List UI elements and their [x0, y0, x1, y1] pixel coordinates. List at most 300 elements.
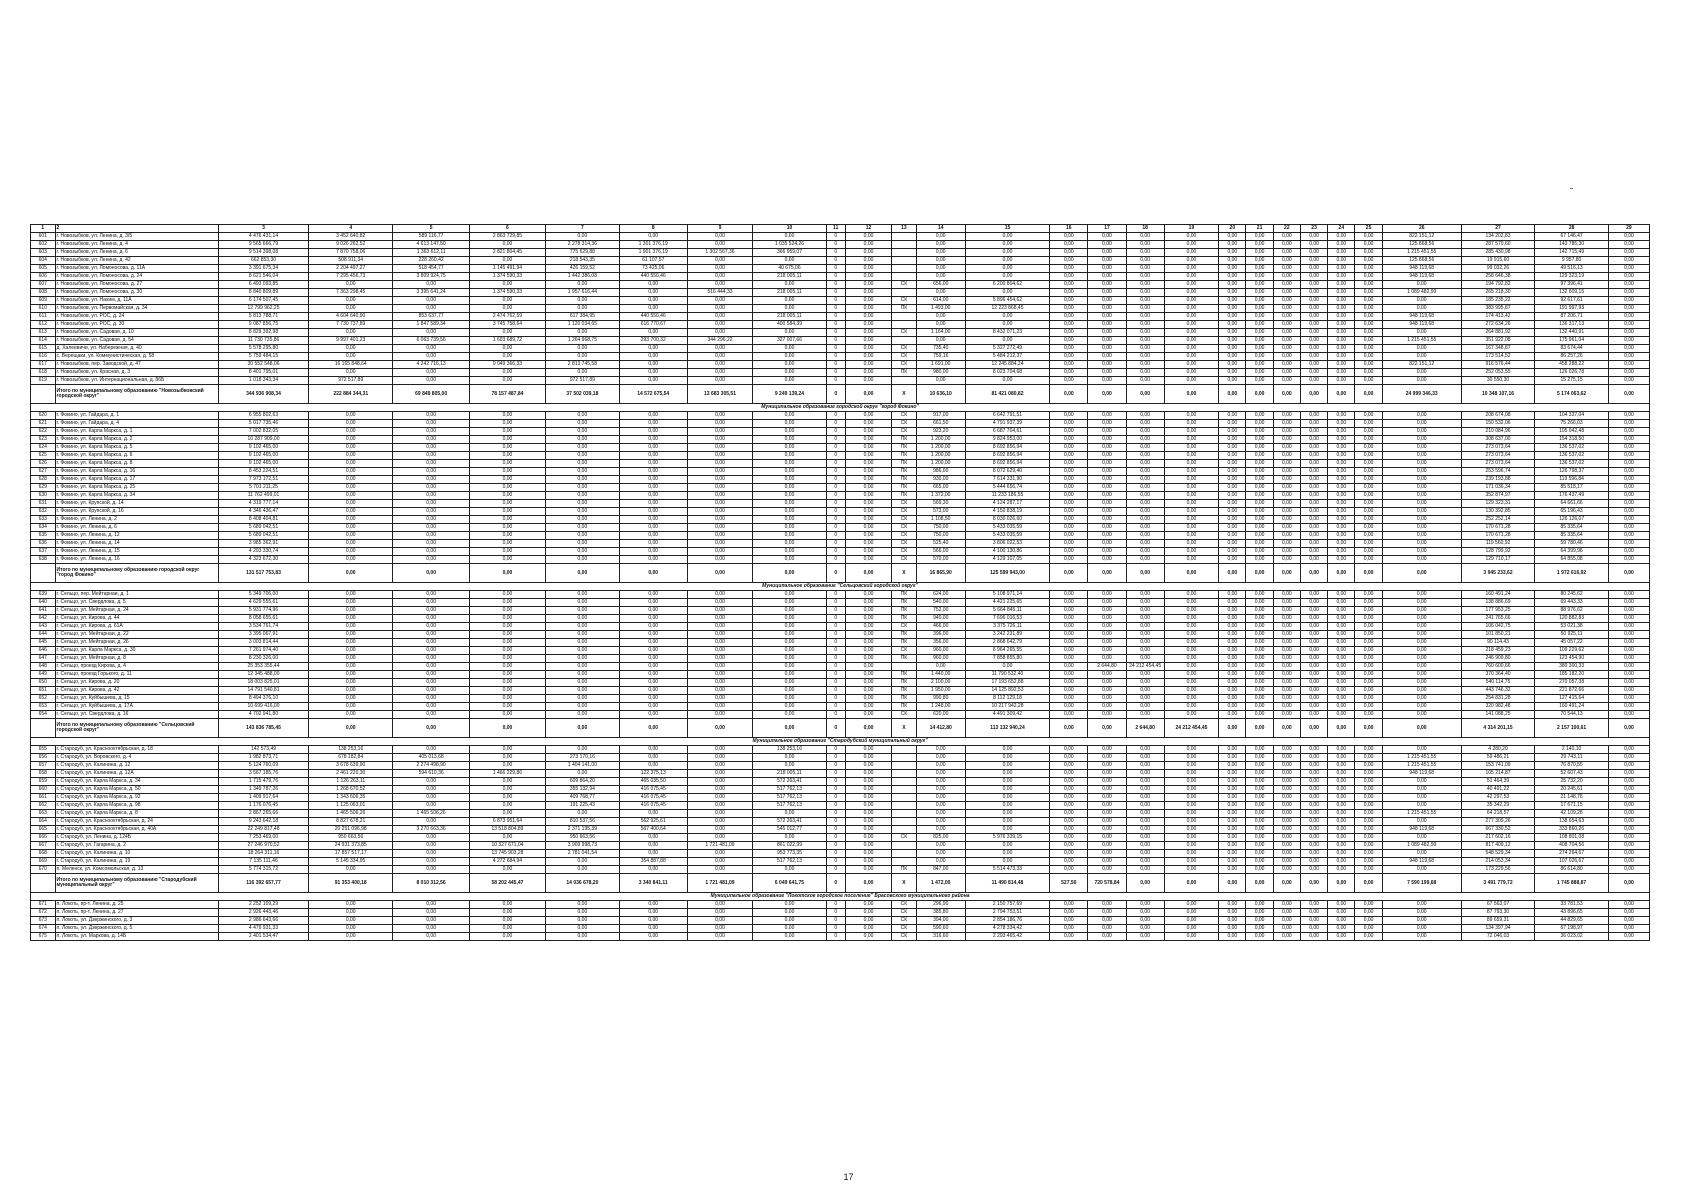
- cell-col-15: 0,00: [965, 810, 1049, 818]
- cell-col-21: 0,00: [1246, 385, 1273, 404]
- table-row: [31, 428, 1650, 436]
- cell-col-10: 6 049 641,75: [753, 874, 827, 893]
- cell-col-22: 0,00: [1273, 834, 1300, 842]
- cell-col-28: 28: [1535, 225, 1609, 233]
- cell-col-14: 960,00: [916, 655, 965, 663]
- cell-col-20: 0,00: [1219, 746, 1246, 754]
- cell-col-19: 0,00: [1164, 476, 1219, 484]
- cell-col-12: 0,00: [845, 810, 891, 818]
- cell-col-28: 92 617,61: [1535, 297, 1609, 305]
- cell-col-12: 0,00: [845, 297, 891, 305]
- cell-col-23: 0,00: [1300, 265, 1327, 273]
- cell-col-20: 0,00: [1219, 289, 1246, 297]
- cell-col-11: 0: [826, 249, 845, 257]
- cell-col-23: 0,00: [1300, 484, 1327, 492]
- cell-col-26: 0,00: [1382, 532, 1461, 540]
- cell-col-29: 0,00: [1608, 484, 1649, 492]
- cell-col-5: 0,00: [393, 305, 469, 313]
- cell-col-17: 0,00: [1088, 623, 1126, 631]
- cell-col-4: 0,00: [308, 711, 392, 719]
- cell-col-23: 0,00: [1300, 719, 1327, 738]
- cell-col-8: 0,00: [619, 901, 687, 909]
- cell-col-10: 0,00: [753, 532, 827, 540]
- cell-col-14: 1 200,00: [916, 436, 965, 444]
- cell-col-13: X: [892, 564, 917, 583]
- cell-col-10: 953 773,35: [753, 850, 827, 858]
- cell-col-3: 2 926 443,46: [219, 909, 309, 917]
- cell-col-6: 2 863 729,85: [469, 233, 545, 241]
- cell-col-9: 0,00: [687, 834, 752, 842]
- cell-col-20: 0,00: [1219, 257, 1246, 265]
- cell-col-4: 7 363 298,45: [308, 289, 392, 297]
- cell-col-21: 0,00: [1246, 444, 1273, 452]
- cell-col-9: 0,00: [687, 321, 752, 329]
- cell-col-6: 2 821 804,45: [469, 249, 545, 257]
- cell-col-26: 0,00: [1382, 591, 1461, 599]
- cell-col-10: 0,00: [753, 436, 827, 444]
- cell-col-24: 0,00: [1328, 615, 1355, 623]
- cell-col-29: 0,00: [1608, 233, 1649, 241]
- cell-col-19: 0,00: [1164, 778, 1219, 786]
- cell-col-15: 11 490 814,48: [965, 874, 1049, 893]
- cell-col-29: 0,00: [1608, 770, 1649, 778]
- cell-col-3: 1 176 076,45: [219, 802, 309, 810]
- cell-col-23: 0,00: [1300, 281, 1327, 289]
- cell-col-6: 13 518 804,89: [469, 826, 545, 834]
- table-row: [31, 663, 1650, 671]
- cell-col-9: 0,00: [687, 770, 752, 778]
- cell-col-19: 0,00: [1164, 754, 1219, 762]
- cell-col-16: 0,00: [1050, 492, 1088, 500]
- cell-col-10: 0,00: [753, 925, 827, 933]
- cell-col-25: 0,00: [1355, 631, 1382, 639]
- cell-col-9: 0,00: [687, 257, 752, 265]
- cell-col-9: 0,00: [687, 476, 752, 484]
- cell-col-13: [892, 826, 917, 834]
- cell-col-22: 0,00: [1273, 476, 1300, 484]
- cell-col-27: 210 084,96: [1461, 428, 1535, 436]
- cell-col-14: 0,00: [916, 754, 965, 762]
- cell-col-4: 0,00: [308, 353, 392, 361]
- cell-col-27: 214 053,34: [1461, 858, 1535, 866]
- cell-col-18: 0,00: [1126, 468, 1164, 476]
- cell-col-4: 222 884 344,31: [308, 385, 392, 404]
- cell-col-23: 0,00: [1300, 377, 1327, 385]
- cell-col-2: г. Сельцо, ул. Мейтарнаи, д. 8: [55, 655, 219, 663]
- cell-col-5: 0,00: [393, 500, 469, 508]
- cell-col-16: 0,00: [1050, 412, 1088, 420]
- cell-col-5: 0,00: [393, 556, 469, 564]
- cell-col-1: 628: [31, 476, 56, 484]
- cell-col-18: 0,00: [1126, 842, 1164, 850]
- cell-col-19: 24 212 454,45: [1164, 719, 1219, 738]
- cell-col-26: 125 868,56: [1382, 257, 1461, 265]
- cell-col-19: 0,00: [1164, 866, 1219, 874]
- cell-col-26: 0,00: [1382, 703, 1461, 711]
- cell-col-7: 0,00: [546, 524, 620, 532]
- cell-col-3: 3 534 761,74: [219, 623, 309, 631]
- cell-col-27: 3 491 779,72: [1461, 874, 1535, 893]
- cell-col-29: 0,00: [1608, 297, 1649, 305]
- cell-col-2: г. Сельцо, ул. Кирова, д. 20: [55, 679, 219, 687]
- cell-col-8: 0,00: [619, 281, 687, 289]
- cell-col-2: Итого по муниципальному образованию "Сельцовский городской округ": [55, 719, 219, 738]
- cell-col-17: 0,00: [1088, 850, 1126, 858]
- cell-col-25: 0,00: [1355, 810, 1382, 818]
- cell-col-10: 0,00: [753, 353, 827, 361]
- cell-col-17: 0,00: [1088, 917, 1126, 925]
- cell-col-27: 667 330,52: [1461, 826, 1535, 834]
- cell-col-6: 0,00: [469, 297, 545, 305]
- cell-col-24: 0,00: [1328, 834, 1355, 842]
- cell-col-15: 3 806 022,53: [965, 540, 1049, 548]
- cell-col-19: 0,00: [1164, 532, 1219, 540]
- cell-col-27: 277 309,26: [1461, 818, 1535, 826]
- cell-col-13: [892, 313, 917, 321]
- cell-col-25: 0,00: [1355, 556, 1382, 564]
- cell-col-2: г. Стародуб, ул. Ленина, д. 124Б: [55, 834, 219, 842]
- cell-col-23: 0,00: [1300, 361, 1327, 369]
- cell-col-12: 0,00: [845, 524, 891, 532]
- cell-col-8: 0,00: [619, 850, 687, 858]
- cell-col-9: 0,00: [687, 655, 752, 663]
- cell-col-18: 0,00: [1126, 850, 1164, 858]
- cell-col-15: 4 421 225,65: [965, 599, 1049, 607]
- cell-col-1: 625: [31, 452, 56, 460]
- cell-col-28: 5 174 063,62: [1535, 385, 1609, 404]
- cell-col-3: 12 799 962,25: [219, 305, 309, 313]
- cell-col-25: 0,00: [1355, 444, 1382, 452]
- cell-col-19: 0,00: [1164, 794, 1219, 802]
- cell-col-1: 638: [31, 556, 56, 564]
- cell-col-4: 0,00: [308, 532, 392, 540]
- cell-col-4: 0,00: [308, 524, 392, 532]
- section-heading-row: [31, 738, 1650, 746]
- cell-col-28: 44 829,65: [1535, 917, 1609, 925]
- cell-col-17: 0,00: [1088, 241, 1126, 249]
- table-row: [31, 353, 1650, 361]
- cell-col-22: 0,00: [1273, 361, 1300, 369]
- cell-col-14: 1 372,00: [916, 492, 965, 500]
- cell-col-26: 948 119,68: [1382, 265, 1461, 273]
- cell-col-17: 0,00: [1088, 420, 1126, 428]
- cell-col-28: 333 860,26: [1535, 826, 1609, 834]
- cell-col-27: 27: [1461, 225, 1535, 233]
- cell-col-11: 0: [826, 420, 845, 428]
- cell-col-23: 0,00: [1300, 428, 1327, 436]
- cell-col-23: 0,00: [1300, 770, 1327, 778]
- cell-col-3: 18 003 825,01: [219, 679, 309, 687]
- cell-col-6: 0,00: [469, 901, 545, 909]
- cell-col-1: 647: [31, 655, 56, 663]
- cell-col-6: 4 272 684,94: [469, 858, 545, 866]
- cell-col-22: 0,00: [1273, 711, 1300, 719]
- cell-col-19: 0,00: [1164, 687, 1219, 695]
- cell-col-2: г. Стародуб, ул. Карла Маркса, д. 98: [55, 802, 219, 810]
- cell-col-14: 0,00: [916, 850, 965, 858]
- table-row: [31, 305, 1650, 313]
- cell-col-2: г. Стародуб, ул. Карла Маркса, д. 92: [55, 794, 219, 802]
- cell-col-29: 0,00: [1608, 591, 1649, 599]
- cell-col-18: 0,00: [1126, 695, 1164, 703]
- cell-col-13: СК: [892, 647, 917, 655]
- cell-col-22: 0,00: [1273, 842, 1300, 850]
- table-row: [31, 540, 1650, 548]
- cell-col-8: 0,00: [619, 925, 687, 933]
- cell-col-16: 0,00: [1050, 599, 1088, 607]
- cell-col-18: 0,00: [1126, 492, 1164, 500]
- cell-col-9: 1 721 481,09: [687, 842, 752, 850]
- cell-col-11: 0: [826, 671, 845, 679]
- cell-col-9: 0,00: [687, 671, 752, 679]
- cell-col-27: 273 073,64: [1461, 444, 1535, 452]
- cell-col-13: СК: [892, 933, 917, 941]
- cell-col-14: 750,00: [916, 532, 965, 540]
- cell-col-21: 0,00: [1246, 858, 1273, 866]
- cell-col-24: 0,00: [1328, 476, 1355, 484]
- cell-col-25: 0,00: [1355, 850, 1382, 858]
- cell-col-4: 0,00: [308, 436, 392, 444]
- cell-col-27: 252 252,14: [1461, 516, 1535, 524]
- cell-col-20: 0,00: [1219, 786, 1246, 794]
- cell-col-2: г. Сельцо, ул. Кирова, д. 44: [55, 615, 219, 623]
- cell-col-3: 344 936 908,34: [219, 385, 309, 404]
- cell-col-21: 0,00: [1246, 639, 1273, 647]
- cell-col-23: 23: [1300, 225, 1327, 233]
- cell-col-25: 0,00: [1355, 746, 1382, 754]
- cell-col-13: ПК: [892, 655, 917, 663]
- cell-col-14: 14: [916, 225, 965, 233]
- cell-col-7: 0,00: [546, 671, 620, 679]
- cell-col-29: 0,00: [1608, 428, 1649, 436]
- cell-col-14: 825,00: [916, 834, 965, 842]
- cell-col-22: 0,00: [1273, 917, 1300, 925]
- cell-col-8: 14 572 675,54: [619, 385, 687, 404]
- cell-col-23: 0,00: [1300, 532, 1327, 540]
- cell-col-24: 0,00: [1328, 802, 1355, 810]
- cell-col-3: 131 517 753,83: [219, 564, 309, 583]
- cell-col-4: 24 931 373,85: [308, 842, 392, 850]
- cell-col-9: 0,00: [687, 933, 752, 941]
- cell-col-21: 0,00: [1246, 420, 1273, 428]
- cell-col-14: 0,00: [916, 265, 965, 273]
- cell-col-11: 0: [826, 591, 845, 599]
- cell-col-25: 0,00: [1355, 564, 1382, 583]
- cell-col-29: 0,00: [1608, 412, 1649, 420]
- cell-col-8: 0,00: [619, 500, 687, 508]
- cell-col-21: 0,00: [1246, 719, 1273, 738]
- cell-col-24: 0,00: [1328, 436, 1355, 444]
- cell-col-25: 0,00: [1355, 484, 1382, 492]
- cell-col-23: 0,00: [1300, 564, 1327, 583]
- cell-col-2: г. Фокино, ул. Карла Маркса, д. 25: [55, 484, 219, 492]
- cell-col-3: 8 840 809,89: [219, 289, 309, 297]
- cell-col-19: 0,00: [1164, 444, 1219, 452]
- cell-col-2: г. Сельцо, проезд Горького, д. 11: [55, 671, 219, 679]
- cell-col-8: 0,00: [619, 329, 687, 337]
- cell-col-27: 19 915,60: [1461, 257, 1535, 265]
- cell-col-5: 0,00: [393, 850, 469, 858]
- cell-col-20: 0,00: [1219, 778, 1246, 786]
- cell-col-26: 948 119,68: [1382, 321, 1461, 329]
- cell-col-29: 0,00: [1608, 468, 1649, 476]
- cell-col-15: 12 245 884,24: [965, 361, 1049, 369]
- cell-col-16: 0,00: [1050, 444, 1088, 452]
- cell-col-23: 0,00: [1300, 818, 1327, 826]
- cell-col-6: 0,00: [469, 436, 545, 444]
- cell-col-10: 0,00: [753, 524, 827, 532]
- cell-col-3: 2 986 643,66: [219, 917, 309, 925]
- table-row: [31, 834, 1650, 842]
- cell-col-6: 0,00: [469, 810, 545, 818]
- cell-col-25: 0,00: [1355, 377, 1382, 385]
- cell-col-6: 0,00: [469, 599, 545, 607]
- cell-col-3: 143 836 785,45: [219, 719, 309, 738]
- cell-col-29: 0,00: [1608, 818, 1649, 826]
- cell-col-25: 0,00: [1355, 412, 1382, 420]
- cell-col-17: 0,00: [1088, 361, 1126, 369]
- cell-col-17: 0,00: [1088, 524, 1126, 532]
- cell-col-7: 0,00: [546, 436, 620, 444]
- cell-col-4: 0,00: [308, 305, 392, 313]
- cell-col-17: 0,00: [1088, 794, 1126, 802]
- cell-col-10: 40 675,06: [753, 265, 827, 273]
- cell-col-19: 0,00: [1164, 345, 1219, 353]
- cell-col-15: 0,00: [965, 762, 1049, 770]
- cell-col-13: ПК: [892, 631, 917, 639]
- cell-col-6: 78 157 487,84: [469, 385, 545, 404]
- cell-col-3: 5 349 706,00: [219, 591, 309, 599]
- cell-col-25: 0,00: [1355, 329, 1382, 337]
- cell-col-18: 0,00: [1126, 452, 1164, 460]
- cell-col-20: 0,00: [1219, 249, 1246, 257]
- cell-col-19: 0,00: [1164, 655, 1219, 663]
- cell-col-29: 0,00: [1608, 249, 1649, 257]
- cell-col-9: 0,00: [687, 866, 752, 874]
- cell-col-28: 53 021,38: [1535, 623, 1609, 631]
- cell-col-7: 0,00: [546, 484, 620, 492]
- cell-col-10: 0,00: [753, 369, 827, 377]
- cell-col-10: 218 005,11: [753, 770, 827, 778]
- cell-col-12: 0,00: [845, 663, 891, 671]
- cell-col-15: 0,00: [965, 754, 1049, 762]
- cell-col-5: 0,00: [393, 703, 469, 711]
- cell-col-14: 0,00: [916, 746, 965, 754]
- cell-col-25: 0,00: [1355, 794, 1382, 802]
- cell-col-8: 567 400,64: [619, 826, 687, 834]
- cell-col-7: 0,00: [546, 428, 620, 436]
- cell-col-13: ПК: [892, 679, 917, 687]
- cell-col-21: 0,00: [1246, 297, 1273, 305]
- cell-col-11: 0: [826, 917, 845, 925]
- table-row: [31, 909, 1650, 917]
- cell-col-26: 0,00: [1382, 452, 1461, 460]
- cell-col-17: 0,00: [1088, 810, 1126, 818]
- cell-col-18: 0,00: [1126, 420, 1164, 428]
- cell-col-18: 0,00: [1126, 500, 1164, 508]
- cell-col-12: 0,00: [845, 313, 891, 321]
- cell-col-5: 0,00: [393, 917, 469, 925]
- cell-col-28: 67 198,97: [1535, 925, 1609, 933]
- cell-col-25: 0,00: [1355, 265, 1382, 273]
- cell-col-27: 10 348 107,16: [1461, 385, 1535, 404]
- cell-col-16: 0,00: [1050, 607, 1088, 615]
- cell-col-13: [892, 786, 917, 794]
- cell-col-6: 0,00: [469, 778, 545, 786]
- cell-col-11: 0: [826, 265, 845, 273]
- cell-col-10: 0,00: [753, 329, 827, 337]
- cell-col-22: 0,00: [1273, 703, 1300, 711]
- cell-col-16: 0,00: [1050, 556, 1088, 564]
- cell-col-26: 1 215 451,55: [1382, 810, 1461, 818]
- cell-col-21: 0,00: [1246, 679, 1273, 687]
- cell-col-20: 0,00: [1219, 548, 1246, 556]
- cell-col-1: 674: [31, 925, 56, 933]
- cell-col-29: 0,00: [1608, 631, 1649, 639]
- cell-col-4: 7 295 456,73: [308, 273, 392, 281]
- cell-col-23: 0,00: [1300, 639, 1327, 647]
- cell-col-8: 440 550,46: [619, 313, 687, 321]
- cell-col-23: 0,00: [1300, 369, 1327, 377]
- cell-col-27: 239 193,88: [1461, 476, 1535, 484]
- cell-col-22: 0,00: [1273, 770, 1300, 778]
- cell-col-7: 0,00: [546, 444, 620, 452]
- cell-col-10: 0,00: [753, 508, 827, 516]
- cell-col-21: 0,00: [1246, 492, 1273, 500]
- cell-col-1: 615: [31, 345, 56, 353]
- cell-col-14: 1 108,50: [916, 516, 965, 524]
- cell-col-25: 0,00: [1355, 762, 1382, 770]
- cell-col-11: 0: [826, 484, 845, 492]
- cell-col-11: 0: [826, 639, 845, 647]
- cell-col-12: 0,00: [845, 679, 891, 687]
- cell-col-16: 0,00: [1050, 436, 1088, 444]
- cell-col-13: СК: [892, 420, 917, 428]
- cell-col-7: 0,00: [546, 631, 620, 639]
- cell-col-13: СК: [892, 548, 917, 556]
- cell-col-27: 42 297,53: [1461, 794, 1535, 802]
- cell-col-5: 0,00: [393, 623, 469, 631]
- cell-col-4: 3 678 639,90: [308, 762, 392, 770]
- cell-col-27: 134 202,83: [1461, 233, 1535, 241]
- cell-col-2: г. Сельцо, ул. Свердлова, д. 16: [55, 711, 219, 719]
- cell-col-11: 0: [826, 842, 845, 850]
- cell-col-1: 672: [31, 909, 56, 917]
- cell-col-21: 0,00: [1246, 917, 1273, 925]
- cell-col-27: 370 364,40: [1461, 671, 1535, 679]
- cell-col-21: 0,00: [1246, 460, 1273, 468]
- table-row: [31, 524, 1650, 532]
- cell-col-3: 14 791 540,81: [219, 687, 309, 695]
- cell-col-8: 0,00: [619, 484, 687, 492]
- cell-col-5: 0,00: [393, 655, 469, 663]
- cell-col-27: 320 982,48: [1461, 703, 1535, 711]
- cell-col-29: 0,00: [1608, 810, 1649, 818]
- cell-col-26: 0,00: [1382, 786, 1461, 794]
- cell-col-16: 0,00: [1050, 508, 1088, 516]
- cell-col-10: 0,00: [753, 233, 827, 241]
- cell-col-5: 0,00: [393, 866, 469, 874]
- cell-col-7: 0,00: [546, 329, 620, 337]
- cell-col-2: г. Новозыбков, ул. Ломоносова, д. 30: [55, 289, 219, 297]
- table-row: [31, 468, 1650, 476]
- cell-col-3: 4 319 777,14: [219, 500, 309, 508]
- cell-col-11: 0: [826, 909, 845, 917]
- cell-col-7: 0,00: [546, 297, 620, 305]
- cell-col-17: 0,00: [1088, 671, 1126, 679]
- cell-col-16: 0,00: [1050, 834, 1088, 842]
- cell-col-3: 9 087 856,75: [219, 321, 309, 329]
